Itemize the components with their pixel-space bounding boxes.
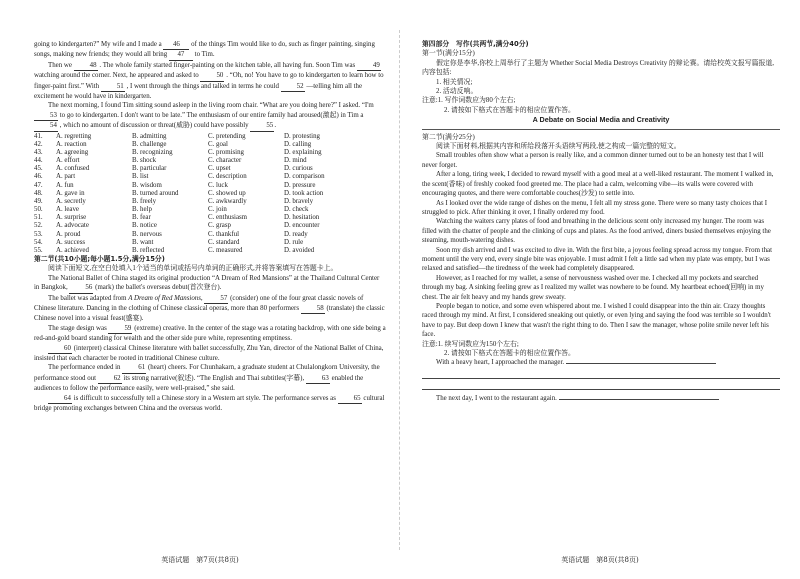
option-number: 47. xyxy=(34,181,43,189)
option-choice: D. mind xyxy=(284,157,307,165)
option-choice: D. curious xyxy=(284,165,313,173)
option-choice: C. standard xyxy=(208,238,240,246)
answer-line xyxy=(422,368,780,379)
option-number: 49. xyxy=(34,197,43,205)
text: (consider) one of the four great classic novels of Chinese literature. Dancing in the clothing of Chinese classical operas, more than 80 performers xyxy=(34,294,364,313)
text: , which no amount of discussion or threat(威胁) could have possibly xyxy=(59,122,249,130)
text: to Tim. xyxy=(194,51,215,59)
option-choice: D. hesitation xyxy=(284,214,320,222)
blank-65: 65 xyxy=(338,394,362,404)
blank-46: 46 xyxy=(163,40,189,50)
option-choice: B. reflected xyxy=(132,246,165,254)
section-2-title: 第二节(共10小题;每小题1.5分,满分15分) xyxy=(34,255,165,263)
blank-51: 51 xyxy=(101,82,125,92)
essay-title: A Debate on Social Media and Creativity xyxy=(532,115,670,125)
option-choice: B. fear xyxy=(132,214,151,222)
text: The next morning, I found Tim sitting sound asleep in the living room chair. “What are you doing here?” I asked. “I'm xyxy=(48,102,374,110)
grammar-paragraph-1 xyxy=(34,274,386,294)
option-choice: A. proud xyxy=(56,230,81,238)
grammar-paragraph-6 xyxy=(34,394,386,414)
story-paragraph-5: Soon my dish arrived and I was excited to dive in. With the first bite, a joyous feeling spread across my tongue. From that moment until the very end, every single bite was enjoyable. I must admit I felt a little sad when my plate was empty, but I was relaxed and satisfied—the tiredness of the week had completely disappeared. xyxy=(422,246,773,273)
option-choice: B. recognizing xyxy=(132,148,173,156)
grammar-paragraph-2 xyxy=(34,294,386,324)
section-1-title: 第一节(满分15分) xyxy=(422,50,475,58)
blank-58: 58 xyxy=(301,304,325,314)
text: of the things Tim would like to do, such as finger painting, singing songs, making new friends; they would all bring xyxy=(34,41,375,59)
option-choice: A. leave xyxy=(56,206,79,214)
option-choice: A. success xyxy=(56,238,86,246)
option-choice: C. promising xyxy=(208,148,244,156)
option-choice: D. ready xyxy=(284,230,308,238)
text: (extreme) creative. In the center of the stage was a rotating backdrop, with one side being a red-and-gold board standing for wealth and the other side pure white, representing emptiness. xyxy=(34,324,386,343)
novel-title: A Dream of Red Mansions xyxy=(128,294,201,302)
option-number: 44. xyxy=(34,157,43,165)
option-choice: D. protesting xyxy=(284,132,320,140)
continuation-start-2 xyxy=(422,394,780,403)
section-1-item-2: 2. 活动反响。 xyxy=(436,88,478,96)
text: The next day, I went to the restaurant again. xyxy=(436,394,557,402)
option-number: 46. xyxy=(34,173,43,181)
text: . “Oh, no! You have to go to kindergarten to learn how to finger-paint first.” With xyxy=(34,72,384,90)
option-choice: A. regretting xyxy=(56,132,92,140)
section-1-note-2: 2. 请按如下格式在答题卡的相应位置作答。 xyxy=(444,106,575,114)
blank-48: 48 xyxy=(74,61,98,71)
blank-57: 57 xyxy=(204,294,228,304)
option-choice: D. explaining xyxy=(284,148,322,156)
option-number: 55. xyxy=(34,246,43,254)
blank-56: 56 xyxy=(69,283,93,293)
text: . The whole family started finger-painting on the kitchen table, all having fun. Soon Tim was xyxy=(99,61,356,69)
option-choice: D. comparison xyxy=(284,173,325,181)
option-choice: B. wisdom xyxy=(132,181,162,189)
text: . xyxy=(274,122,277,130)
section-2-note-2: 2. 请按如下格式在答题卡的相应位置作答。 xyxy=(444,350,575,357)
blank-55: 55 xyxy=(250,121,274,131)
option-choice: D. pressure xyxy=(284,181,316,189)
text: watching around the corner. Next, he appeared and asked to xyxy=(34,72,199,80)
option-choice: D. took action xyxy=(284,189,324,197)
option-choice: C. character xyxy=(208,157,242,165)
option-choice: A. secretly xyxy=(56,197,86,205)
option-number: 53. xyxy=(34,230,43,238)
text: (mark) the ballet's overseas debut(首次登台). xyxy=(95,284,222,292)
answer-line xyxy=(566,363,716,364)
story-paragraph-6: However, as I reached for my wallet, a sense of nervousness washed over me. I checked all my pockets and searched through my bag. A sinking feeling grew as I realized my wallet was nowhere to be found. My heartbeat echoed(回响) in my chest. The air felt heavy and my hands grew sweaty. xyxy=(422,274,764,301)
blank-54: 54 xyxy=(34,121,58,131)
section-1-item-1: 1. 相关情况; xyxy=(436,78,473,86)
right-page xyxy=(400,0,800,579)
blank-50: 50 xyxy=(200,71,224,81)
text: its strong narrative(叙述). “The English and Thai subtitles(字幕), xyxy=(123,374,305,382)
continuation-start-1 xyxy=(422,358,780,367)
blank-64: 64 xyxy=(48,394,72,404)
blank-59: 59 xyxy=(108,324,132,334)
option-choice: B. nervous xyxy=(132,230,162,238)
text: , I went through the things and talked in terms he could xyxy=(126,82,279,90)
option-number: 45. xyxy=(34,165,43,173)
text: (heart) cheers. For Chunhakarn, a graduate student at Chulalongkorn University, the performance stood out xyxy=(34,364,380,382)
options-grid xyxy=(34,133,360,255)
option-choice: C. description xyxy=(208,173,247,181)
section-2-title: 第二节(满分25分) xyxy=(422,133,475,141)
option-choice: A. effort xyxy=(56,157,80,165)
option-choice: A. agreeing xyxy=(56,148,89,156)
divider-line xyxy=(422,129,780,130)
option-choice: D. bravely xyxy=(284,197,314,205)
text: The stage design was xyxy=(48,324,107,332)
cloze-paragraph-2 xyxy=(34,61,386,102)
cloze-paragraph-1 xyxy=(34,40,386,61)
text: enabled the audiences to follow the performance easily, were well-praised,” she said. xyxy=(34,374,364,393)
option-choice: C. thankful xyxy=(208,230,240,238)
option-choice: D. calling xyxy=(284,140,312,148)
text: is difficult to successfully tell a Chinese story in a Western art style. The performance serves as xyxy=(73,394,336,402)
option-choice: A. part xyxy=(56,173,76,181)
option-choice: B. help xyxy=(132,206,152,214)
option-number: 42. xyxy=(34,140,43,148)
option-number: 41. xyxy=(34,132,43,140)
blank-63: 63 xyxy=(306,374,330,384)
text: Then we xyxy=(48,61,72,69)
option-choice: C. showed up xyxy=(208,189,246,197)
section-2-note-1: 注意:1. 续写词数应为150个左右; xyxy=(422,340,519,348)
option-choice: A. advocate xyxy=(56,222,89,230)
option-choice: D. check xyxy=(284,206,309,214)
option-choice: B. turned around xyxy=(132,189,179,197)
option-choice: B. challenge xyxy=(132,140,167,148)
blank-62: 62 xyxy=(98,374,122,384)
option-choice: C. join xyxy=(208,206,227,214)
option-choice: C. goal xyxy=(208,140,228,148)
text: —telling him all the excitement he would have in kindergarten. xyxy=(34,82,363,101)
option-number: 43. xyxy=(34,148,43,156)
text: (interpret) classical Chinese literature with ballet successfully, Zhu Yan, director of the National Ballet of China, insisted that each character be rooted in traditional Chinese culture. xyxy=(34,344,384,363)
story-paragraph-7: People began to notice, and some even whispered about me. I wished I could disappear into the thin air. Crazy thoughts raced through my mind. At first, I considered sneaking out quietly, or even lying and saying the food was terrible so I wouldn't have to pay. But deep down I knew that wasn't the right thing to do. Then I saw the manager, whose polite smile never left his face. xyxy=(422,302,771,339)
blank-52: 52 xyxy=(281,82,305,92)
story-paragraph-3: As I looked over the wide range of dishes on the menu, I felt all my stress gone. There were so many tasty choices that I struggled to pick. After thinking it over, I finally ordered my food. xyxy=(422,199,768,216)
option-choice: C. grasp xyxy=(208,222,231,230)
story-paragraph-4: Watching the waiters carry plates of food and breathing in the delicious scent only increased my hunger. The room was filled with the chatter of people and the clinking of cups and plates. As the food arrived, diners busied themselves enjoying the steaming, mouth-watering dishes. xyxy=(422,218,771,245)
grammar-paragraph-4 xyxy=(34,344,386,364)
section-2-instructions: 阅读下面短文,在空白处填入1个适当的单词或括号内单词的正确形式,并将答案填写在答题卡上。 xyxy=(48,265,338,273)
option-choice: B. admitting xyxy=(132,132,167,140)
option-choice: B. list xyxy=(132,173,149,181)
answer-line xyxy=(559,399,719,400)
text: With a heavy heart, I approached the manager. xyxy=(436,359,565,367)
section-1-note-1: 注意:1. 写作词数应为80个左右; xyxy=(422,97,516,105)
text: , xyxy=(200,294,203,302)
option-choice: B. shock xyxy=(132,157,157,165)
answer-line xyxy=(422,379,780,390)
grammar-paragraph-3 xyxy=(34,324,386,344)
option-choice: B. particular xyxy=(132,165,167,173)
option-choice: C. upset xyxy=(208,165,231,173)
option-choice: C. luck xyxy=(208,181,228,189)
page-footer-right: 英语试题 第8页(共8页) xyxy=(561,555,639,564)
option-choice: A. surprise xyxy=(56,214,87,222)
cloze-paragraph-3 xyxy=(34,101,386,131)
blank-61: 61 xyxy=(122,363,146,373)
option-choice: B. notice xyxy=(132,222,157,230)
option-choice: D. rule xyxy=(284,238,304,246)
option-number: 51. xyxy=(34,214,43,222)
option-choice: D. avoided xyxy=(284,246,315,254)
option-choice: B. freely xyxy=(132,197,157,205)
option-number: 50. xyxy=(34,206,43,214)
text: The performance ended in xyxy=(48,364,121,372)
option-choice: C. pretending xyxy=(208,132,246,140)
text: The ballet was adapted from xyxy=(48,294,127,302)
text: going to kindergarten?” My wife and I made a xyxy=(34,41,162,48)
blank-53: 53 xyxy=(34,111,58,121)
text: cultural bridge promoting exchanges between China and the overseas world. xyxy=(34,394,385,413)
blank-47: 47 xyxy=(169,50,193,60)
text: (translate) the classic Chinese novel into a visual feast(盛宴). xyxy=(34,305,385,323)
section-1-instructions: 假定你是李华,你校上周举行了主题为 Whether Social Media Destroys Creativity 的辩论赛。请给校英文报写篇报道,内容包括: xyxy=(422,59,774,77)
story-paragraph-1: Small troubles often show what a person is really like, and a common dinner turned out to be an honesty test that I will never forget. xyxy=(422,152,764,169)
option-number: 54. xyxy=(34,238,43,246)
option-number: 52. xyxy=(34,222,43,230)
blank-49: 49 xyxy=(357,61,381,71)
text: to go to kindergarten. I don't want to be late.” The enthusiasm of our entire family had aroused(激起) in Tim a xyxy=(59,111,364,119)
option-choice: C. measured xyxy=(208,246,243,254)
option-choice: D. encounter xyxy=(284,222,320,230)
page-footer-left: 英语试题 第7页(共8页) xyxy=(161,555,239,564)
blank-60: 60 xyxy=(48,344,72,354)
option-choice: A. achieved xyxy=(56,246,89,254)
option-number: 48. xyxy=(34,189,43,197)
option-choice: A. gave in xyxy=(56,189,85,197)
story-paragraph-2: After a long, tiring week, I decided to reward myself with a good meal at a well-liked restaurant. The moment I walked in, the scent(香味) of freshly cooked food greeted me. The place had a calm, welcoming vibe—its walls were covered with encouraging quotes, and there were comfortable couches(沙发) to settle into. xyxy=(422,171,774,198)
option-choice: C. awkwardly xyxy=(208,197,247,205)
option-choice: A. fun xyxy=(56,181,74,189)
text: The National Ballet of China staged its original production “A Dream of Red Mansions” at the Thailand Cultural Center in Bangkok, xyxy=(34,274,380,292)
section-2-instructions: 阅读下面材料,根据其内容和所给段落开头语续写两段,使之构成一篇完整的短文。 xyxy=(436,143,681,151)
option-choice: A. confused xyxy=(56,165,90,173)
option-choice: B. want xyxy=(132,238,154,246)
part-4-title: 第四部分 写作(共两节,满分40分) xyxy=(422,40,529,48)
grammar-paragraph-5 xyxy=(34,363,386,393)
option-choice: A. reaction xyxy=(56,140,87,148)
option-choice: C. enthusiasm xyxy=(208,214,248,222)
